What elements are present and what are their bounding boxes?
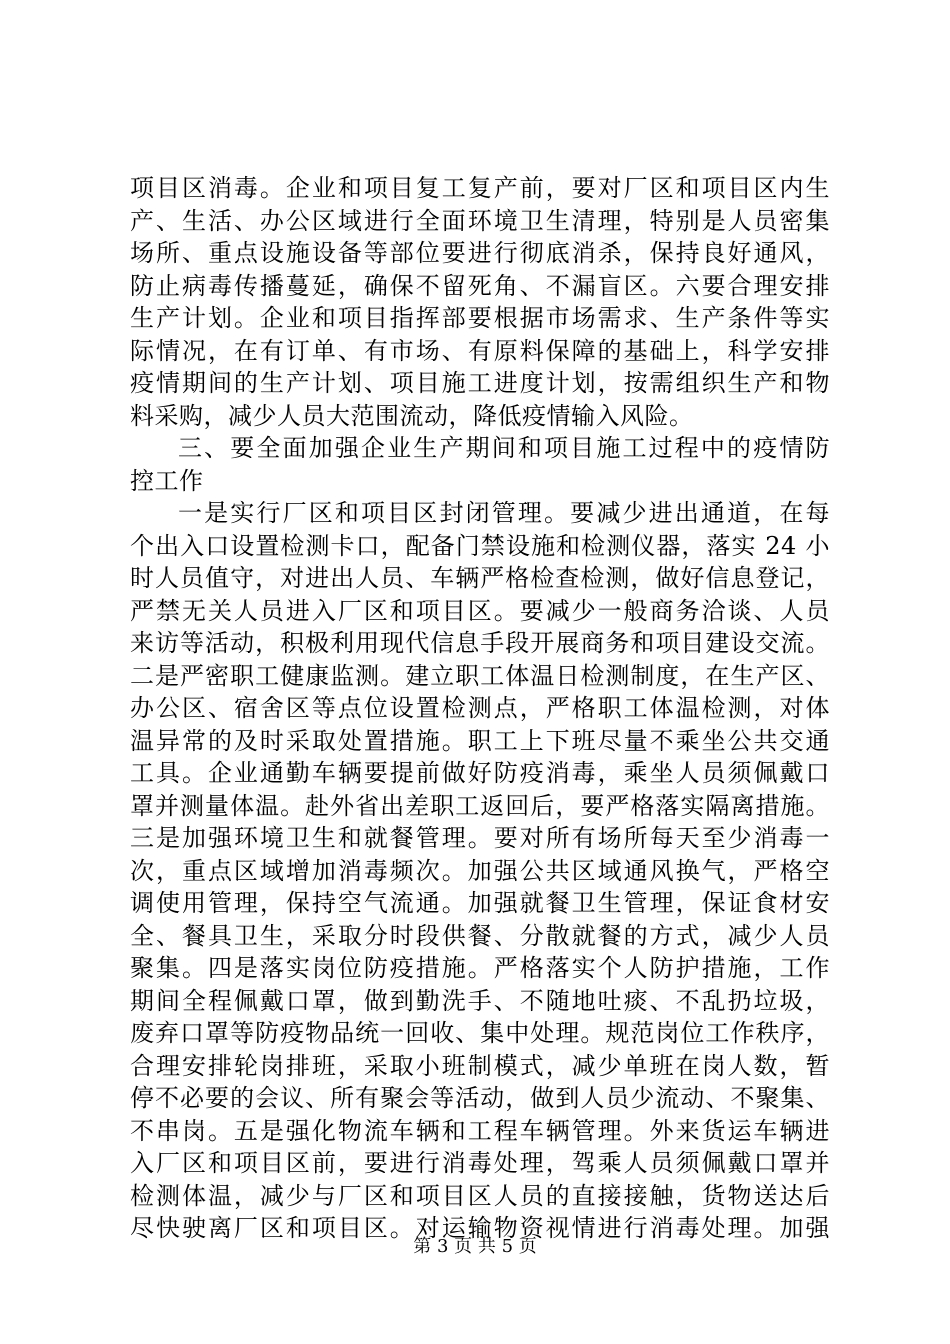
text-line: 办公区、宿舍区等点位设置检测点，严格职工体温检测，对体 — [130, 694, 830, 722]
text-line: 际情况，在有订单、有市场、有原料保障的基础上，科学安排 — [130, 336, 830, 365]
text-line: 三是加强环境卫生和就餐管理。要对所有场所每天至少消毒一 — [130, 824, 830, 852]
text-line: 料采购，减少人员大范围流动，降低疫情输入风险。 — [130, 401, 694, 430]
text-line: 停不必要的会议、所有聚会等活动，做到人员少流动、不聚集、 — [130, 1084, 830, 1112]
text-line: 时人员值守，对进出人员、车辆严格检查检测，做好信息登记， — [130, 564, 830, 592]
text-line: 检测体温，减少与厂区和项目区人员的直接接触，货物送达后 — [130, 1181, 830, 1210]
text-line: 生产计划。企业和项目指挥部要根据市场需求、生产条件等实 — [130, 304, 830, 332]
text-line: 温异常的及时采取处置措施。职工上下班尽量不乘坐公共交通 — [130, 726, 830, 755]
text-line: 不串岗。五是强化物流车辆和工程车辆管理。外来货运车辆进 — [130, 1116, 830, 1145]
text-line: 来访等活动，积极利用现代信息手段开展商务和项目建设交流。 — [130, 629, 830, 657]
text-line: 防止病毒传播蔓延，确保不留死角、不漏盲区。六要合理安排 — [130, 271, 830, 300]
text-line: 调使用管理，保持空气流通。加强就餐卫生管理，保证食材安 — [130, 889, 830, 917]
body-text — [130, 172, 830, 1245]
text-line: 控工作 — [130, 466, 204, 495]
text-line: 工具。企业通勤车辆要提前做好防疫消毒，乘坐人员须佩戴口 — [130, 759, 830, 787]
text-line: 产、生活、办公区域进行全面环境卫生清理，特别是人员密集 — [130, 206, 830, 235]
text-line: 聚集。四是落实岗位防疫措施。严格落实个人防护措施，工作 — [130, 954, 830, 982]
text-line: 期间全程佩戴口罩，做到勤洗手、不随地吐痰、不乱扔垃圾， — [130, 986, 830, 1015]
text-line: 废弃口罩等防疫物品统一回收、集中处理。规范岗位工作秩序， — [130, 1019, 830, 1047]
text-line: 严禁无关人员进入厂区和项目区。要减少一般商务洽谈、人员 — [130, 596, 830, 625]
text-line: 入厂区和项目区前，要进行消毒处理，驾乘人员须佩戴口罩并 — [130, 1149, 830, 1177]
text-line: 合理安排轮岗排班，采取小班制模式，减少单班在岗人数，暂 — [130, 1051, 830, 1080]
text-line: 全、餐具卫生，采取分时段供餐、分散就餐的方式，减少人员 — [130, 921, 830, 950]
text-line: 个出入口设置检测卡口，配备门禁设施和检测仪器，落实 24 小 — [130, 531, 830, 560]
text-line: 次，重点区域增加消毒频次。加强公共区域通风换气，严格空 — [130, 856, 830, 885]
text-line: 项目区消毒。企业和项目复工复产前，要对厂区和项目区内生 — [130, 174, 830, 202]
text-line: 疫情期间的生产计划、项目施工进度计划，按需组织生产和物 — [130, 369, 830, 397]
text-line: 二是严密职工健康监测。建立职工体温日检测制度，在生产区、 — [130, 661, 830, 690]
page-footer: 第 3 页 共 5 页 — [413, 1236, 537, 1257]
text-line: 尽快驶离厂区和项目区。对运输物资视情进行消毒处理。加强 — [130, 1214, 830, 1242]
text-line: 三、要全面加强企业生产期间和项目施工过程中的疫情防 — [178, 434, 830, 462]
text-line: 罩并测量体温。赴外省出差职工返回后，要严格落实隔离措施。 — [130, 791, 830, 820]
text-line: 场所、重点设施设备等部位要进行彻底消杀，保持良好通风， — [130, 239, 830, 267]
text-line: 一是实行厂区和项目区封闭管理。要减少进出通道，在每 — [178, 499, 830, 527]
